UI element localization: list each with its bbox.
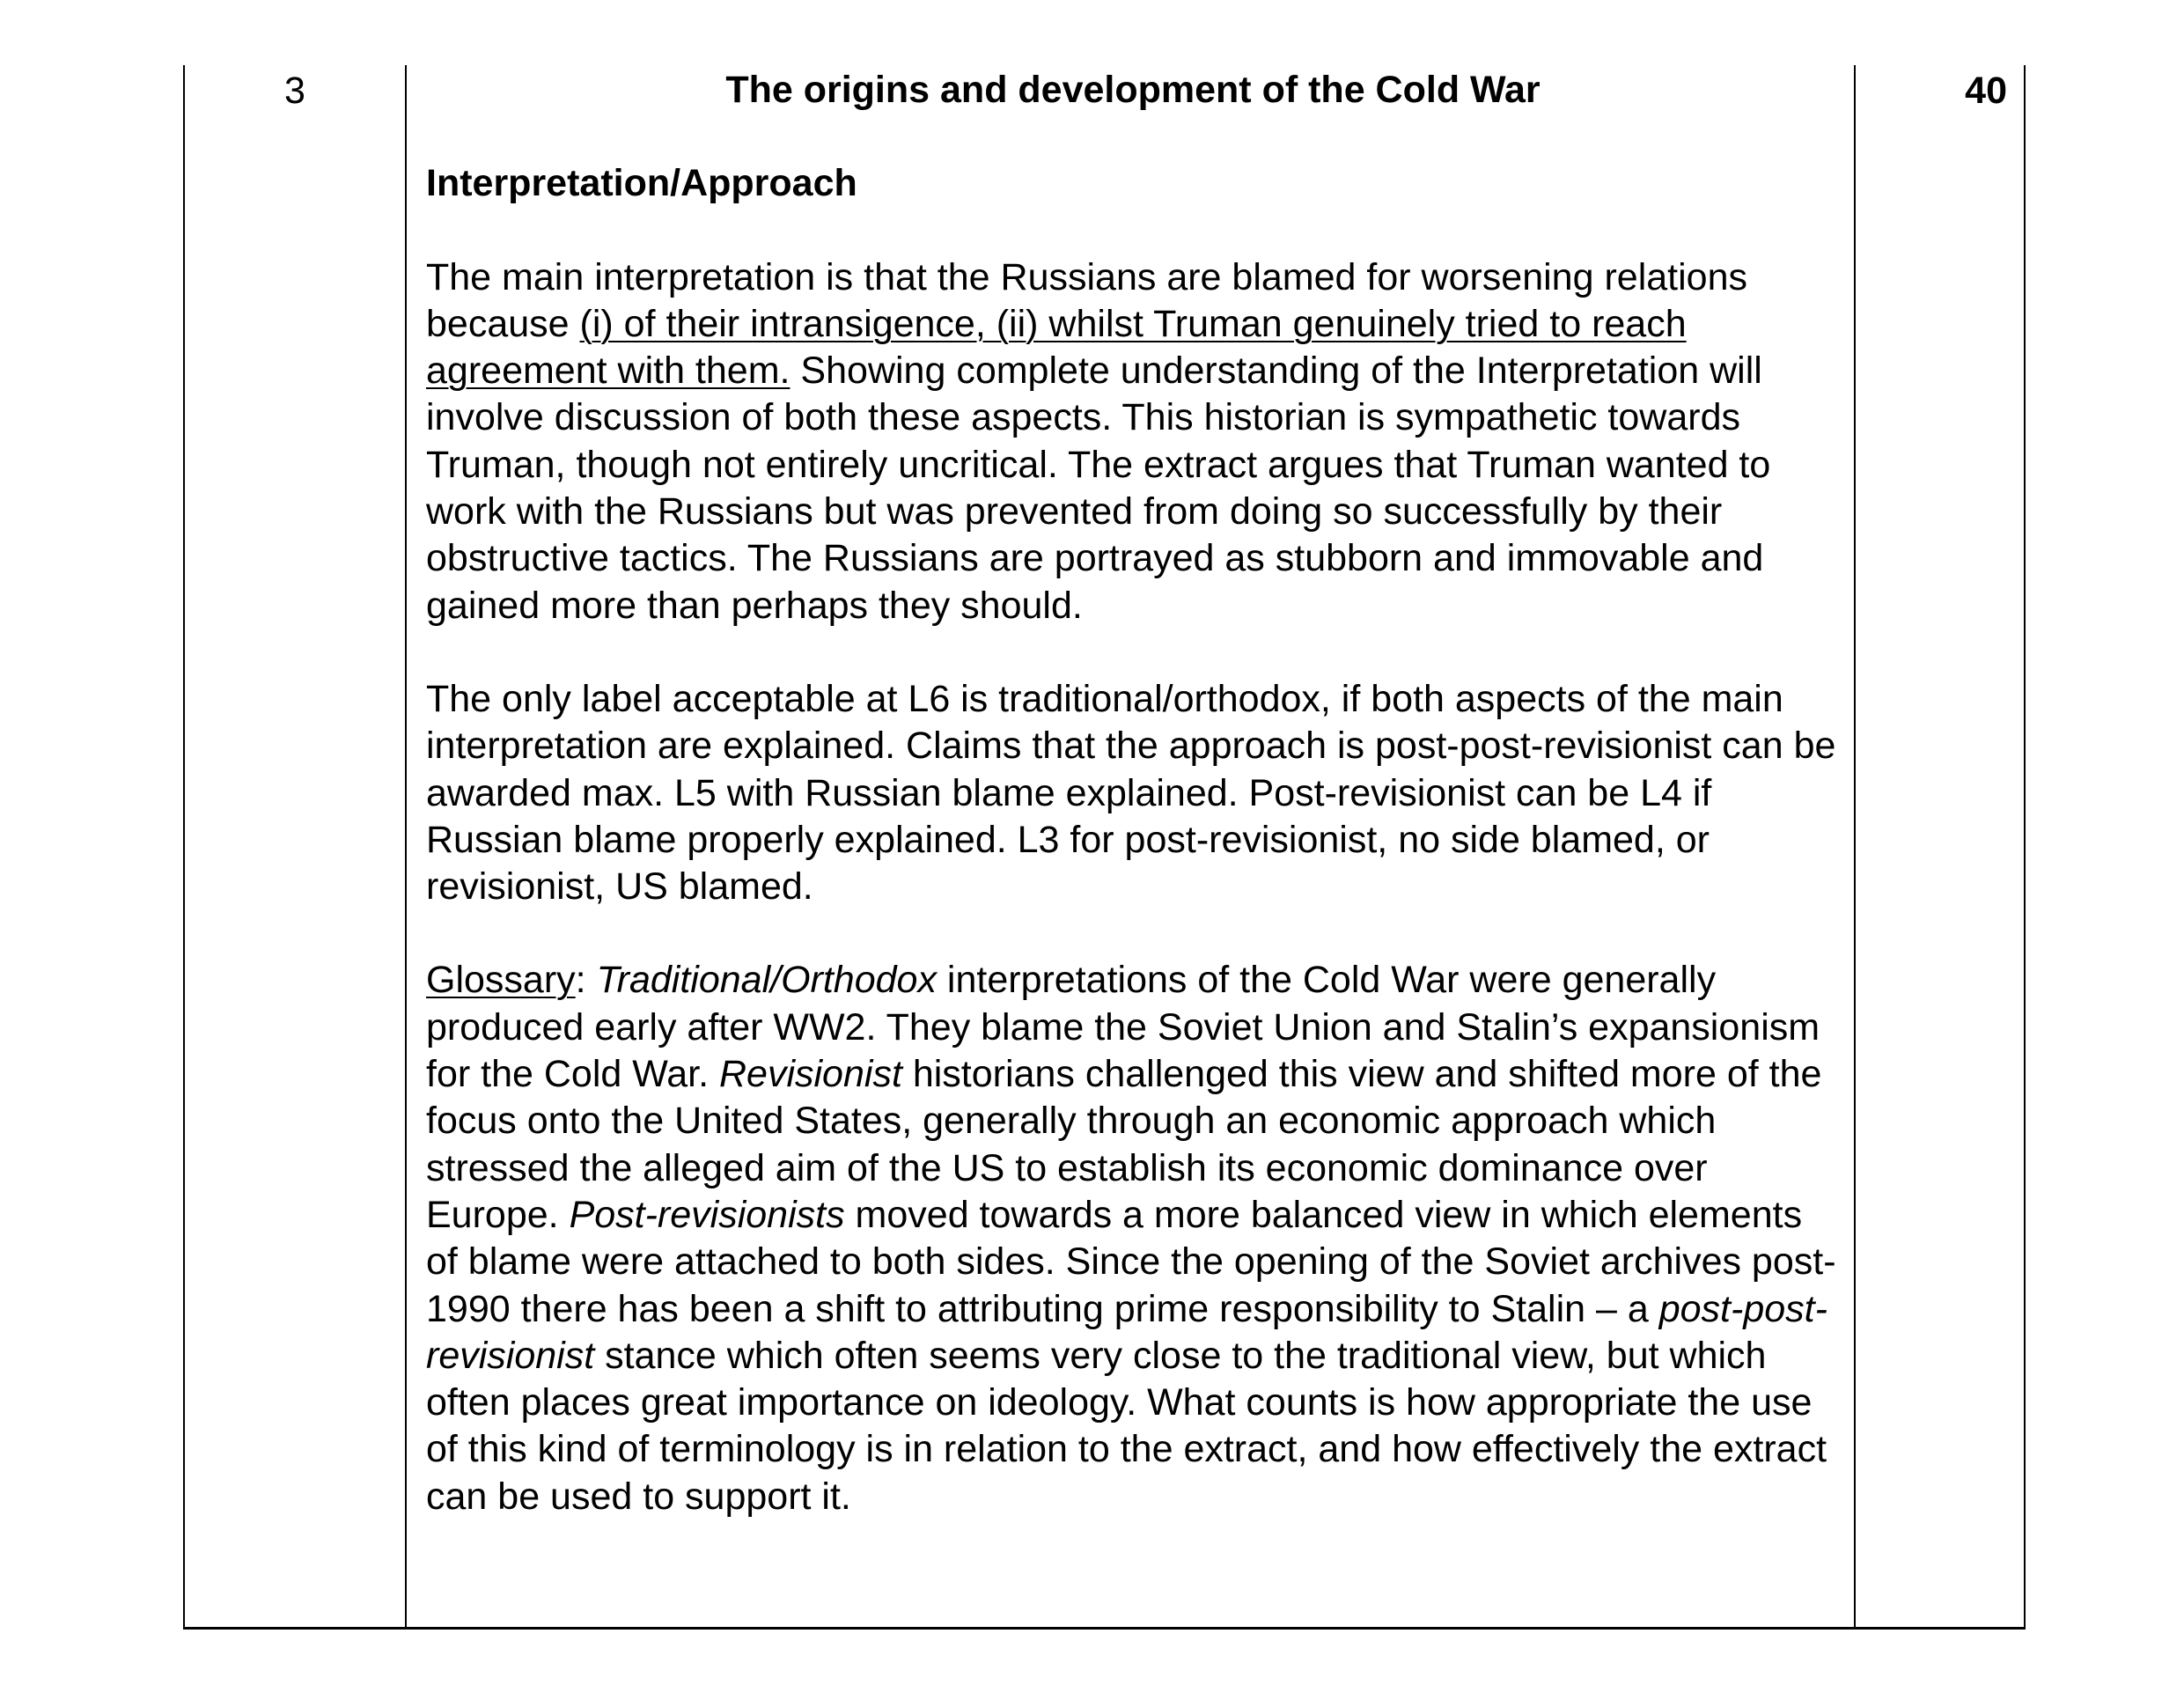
glossary-paragraph [426,957,1840,1520]
table-divider-question [405,65,407,1629]
question-number: 3 [284,70,305,112]
term-post-revisionists: Post-revisionists [569,1193,845,1236]
table-border-right [2024,65,2026,1629]
table-border-left [183,65,185,1629]
interpretation-key-aspects: (i) of their intransigence, (ii) whilst Truman genuinely tried to reach agreement with them. [426,302,1687,393]
term-revisionist: Revisionist [718,1053,902,1096]
marks-total: 40 [1965,70,2007,112]
glossary-label: Glossary [426,959,576,1002]
label-levels-paragraph: The only label acceptable at L6 is traditional/orthodox, if both aspects of the main interpretation are explained. Claims that the approach is post-post-revisionist can be awarded max. L5 with Russian blame explained. Post-revisionist can be L4 if Russian blame properly explained. L3 for post-revisionist, no side blamed, or revisionist, US blamed. [426,677,1836,909]
table-border-bottom [183,1627,2026,1630]
section-heading: Interpretation/Approach [426,162,857,205]
table-divider-marks [1854,65,1856,1629]
term-traditional-orthodox: Traditional/Orthodox [596,959,937,1002]
glossary-text-2: historians challenged this view and shifted more of the focus onto the United States, generally through an economic approach which stressed the alleged aim of the US to establish its economic dominance over Europe. [426,1053,1822,1236]
interpretation-detail: Showing complete understanding of the Interpretation will involve discussion of both these aspects. This historian is sympathetic towards Truman, though not entirely uncritical. The extract argues that Truman wanted to work with the Russians but was prevented from doing so successfully by their obstructive tactics. The Russians are portrayed as stubborn and immovable and gained more than perhaps they should. [426,350,1771,627]
interpretation-intro: The main interpretation is that the Russians are blamed for worsening relations because [426,255,1747,345]
glossary-text-1: interpretations of the Cold War were generally produced early after WW2. They blame the Soviet Union and Stalin’s expansionism for the Cold War. [426,959,1820,1096]
glossary-text-4: stance which often seems very close to the traditional view, but which often places great importance on ideology. What counts is how appropriate the use of this kind of terminology is in relation to the extract, and how effectively the extract can be used to support it. [426,1334,1827,1518]
question-title: The origins and development of the Cold War [725,69,1541,111]
interpretation-paragraph [426,254,1840,629]
question-guidance-cell [426,67,1840,1520]
glossary-text-3: moved towards a more balanced view in which elements of blame were attached to both sides. Since the opening of the Soviet archives post-1990 there has been a shift to attributing prime responsibility to Stalin – a [426,1193,1836,1330]
glossary-colon: : [575,959,597,1002]
term-post-post-revisionist: post-post-revisionist [426,1287,1827,1377]
